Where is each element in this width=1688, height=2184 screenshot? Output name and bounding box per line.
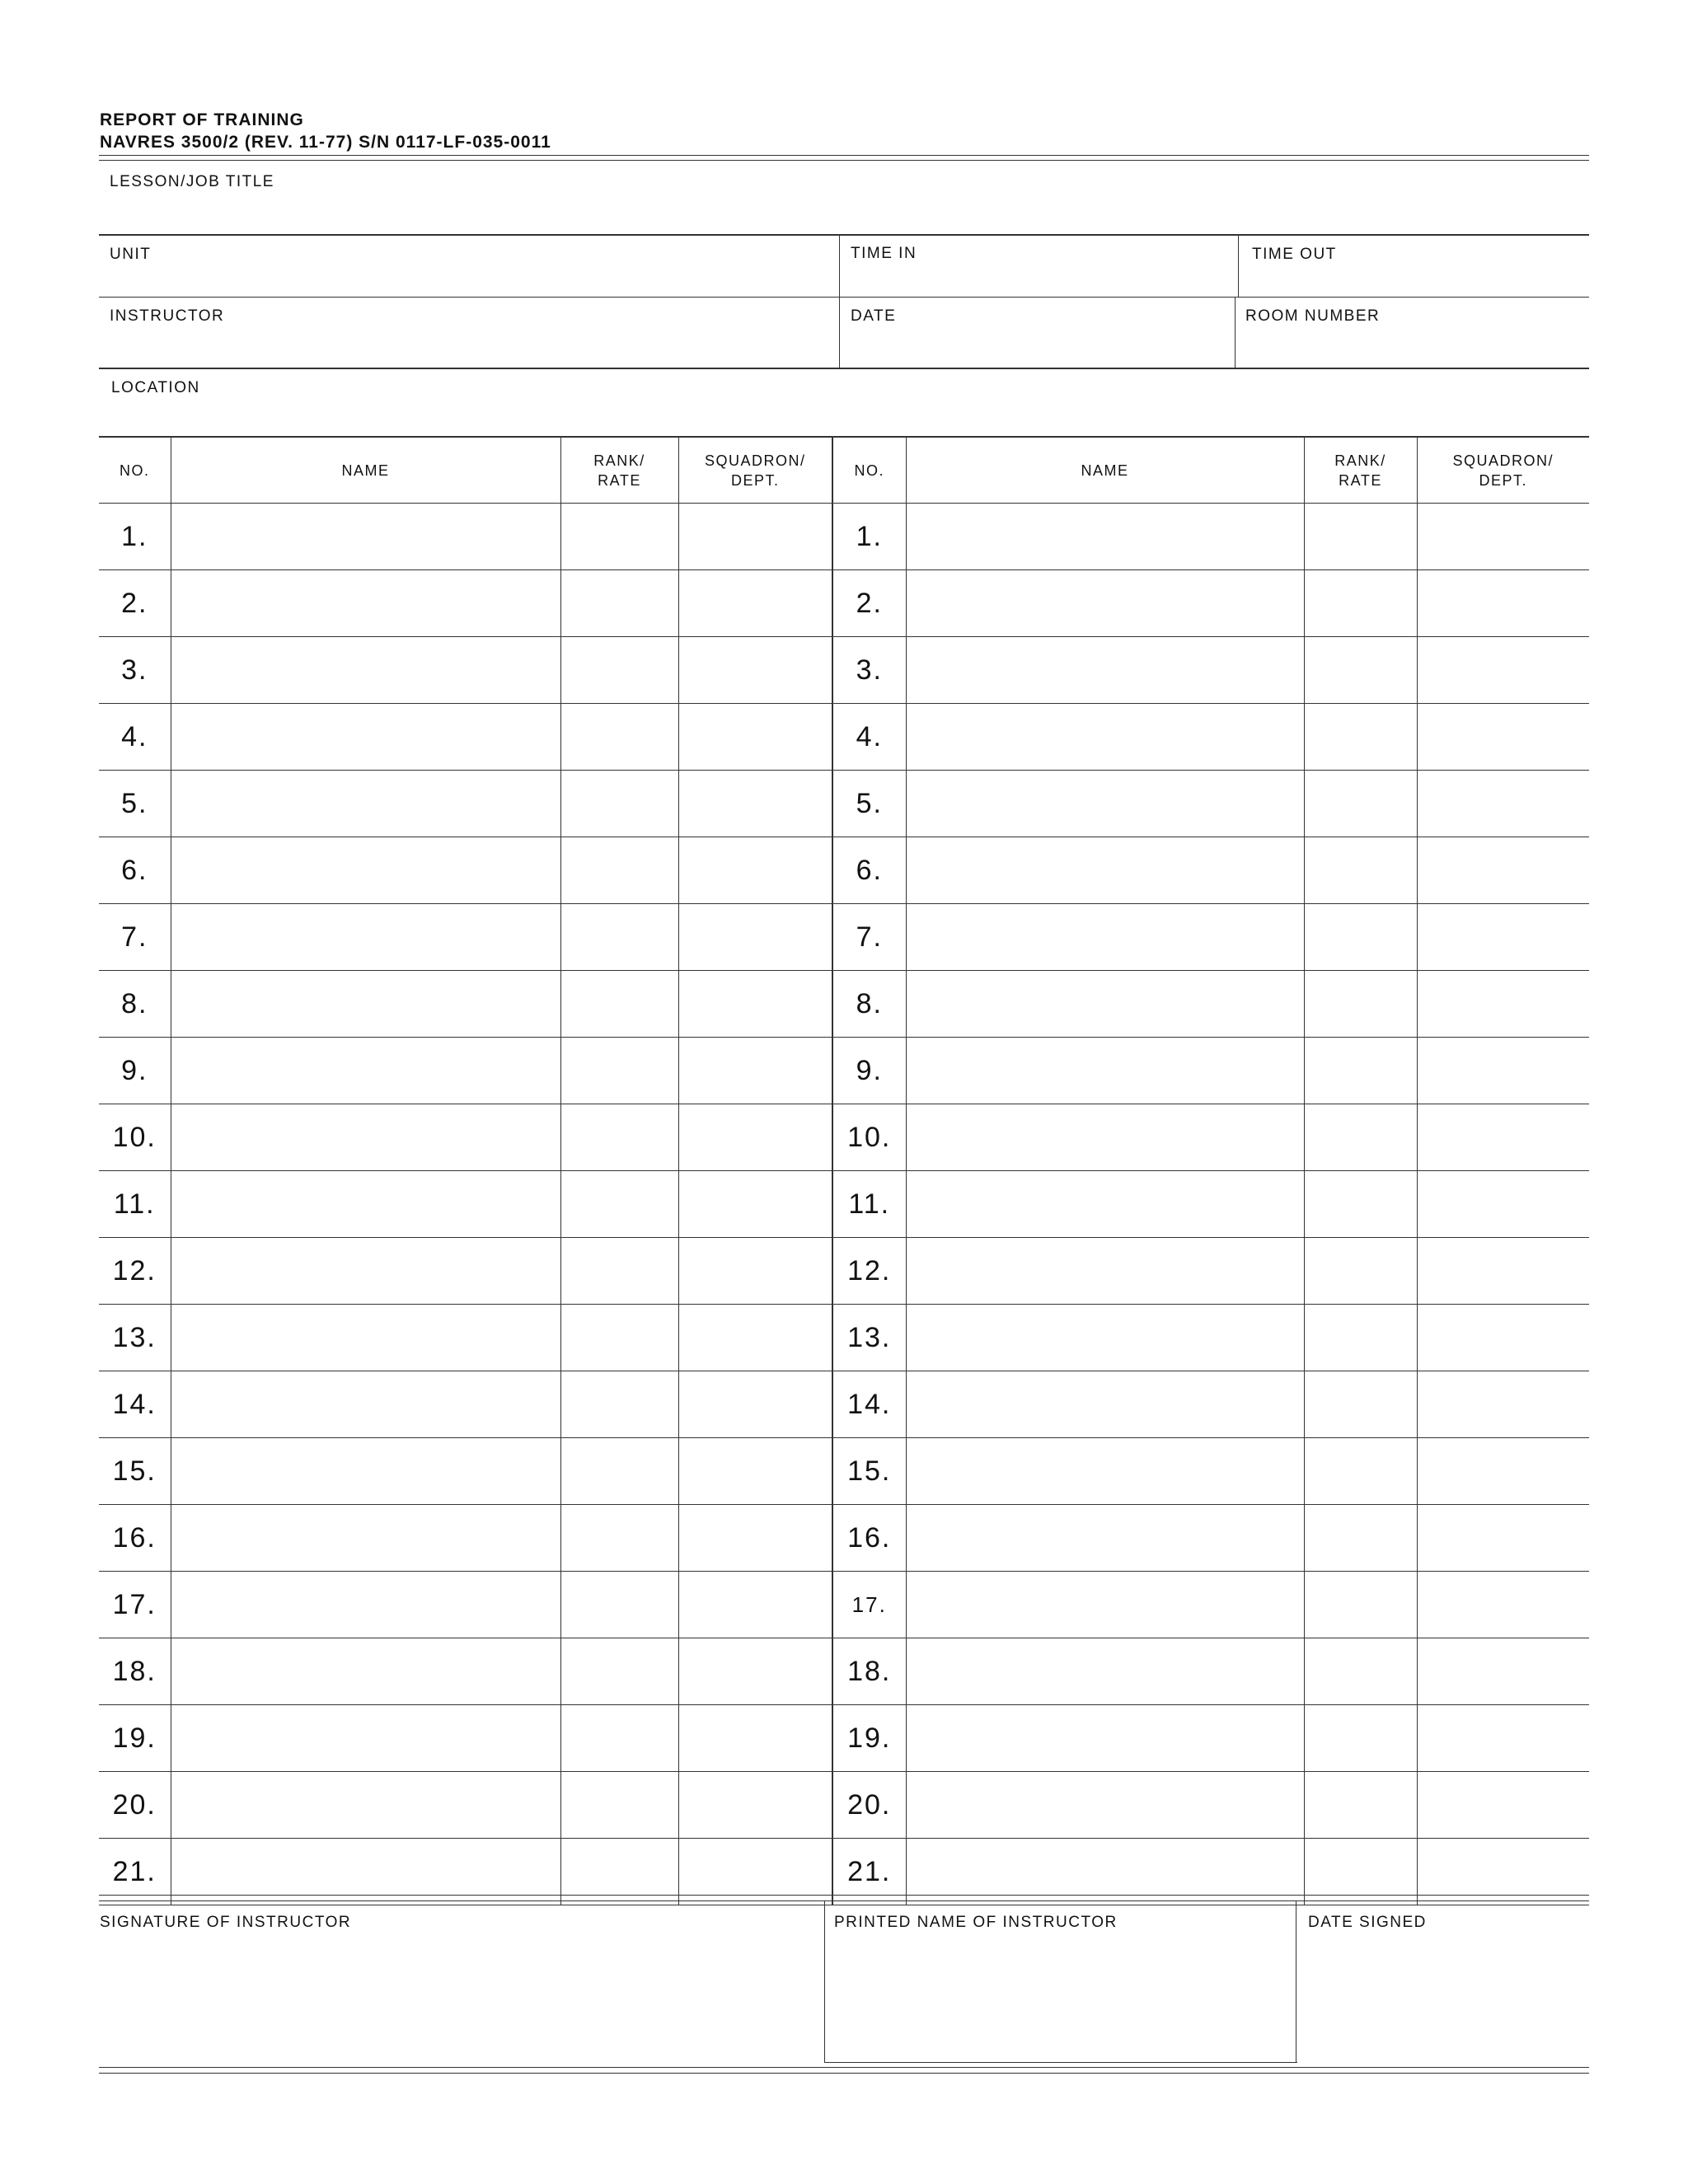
table-row xyxy=(99,1238,1589,1305)
name-cell[interactable] xyxy=(906,1705,1304,1772)
rank-rate-cell[interactable] xyxy=(560,971,678,1038)
date-field[interactable] xyxy=(841,298,1235,368)
signature-field[interactable] xyxy=(99,1902,824,2060)
rank-rate-cell[interactable] xyxy=(560,637,678,704)
header-rule-bottom xyxy=(99,160,1589,161)
name-cell[interactable] xyxy=(171,1305,560,1371)
table-row xyxy=(99,1171,1589,1238)
rank-rate-cell[interactable] xyxy=(1304,1505,1417,1572)
row-number: 8. xyxy=(832,971,906,1038)
rank-rate-cell[interactable] xyxy=(560,1371,678,1438)
squadron-dept-cell[interactable] xyxy=(678,771,832,837)
squadron-line-1: SQUADRON/ xyxy=(704,452,806,469)
name-cell[interactable] xyxy=(906,1572,1304,1638)
row-number: 4. xyxy=(832,704,906,771)
table-row xyxy=(99,837,1589,904)
printed-name-field[interactable] xyxy=(826,1902,1296,2060)
squadron-dept-cell[interactable] xyxy=(678,1572,832,1638)
rank-rate-cell[interactable] xyxy=(560,1038,678,1104)
time-in-label: TIME IN xyxy=(851,245,917,262)
squadron-dept-cell[interactable] xyxy=(1417,1772,1589,1839)
name-cell[interactable] xyxy=(171,1572,560,1638)
roster-header-row xyxy=(99,437,1589,504)
col-header-no: NO. xyxy=(832,437,906,504)
name-cell[interactable] xyxy=(906,1238,1304,1305)
name-cell[interactable] xyxy=(906,1772,1304,1839)
row-number: 2. xyxy=(832,570,906,637)
name-cell[interactable] xyxy=(171,1772,560,1839)
name-cell[interactable] xyxy=(171,504,560,570)
rank-rate-cell[interactable] xyxy=(1304,1371,1417,1438)
name-cell[interactable] xyxy=(171,1171,560,1238)
rank-rate-cell[interactable] xyxy=(1304,1171,1417,1238)
row-number: 20. xyxy=(99,1772,171,1839)
squadron-line-2: DEPT. xyxy=(730,471,780,489)
squadron-dept-cell[interactable] xyxy=(1417,504,1589,570)
room-number-field[interactable] xyxy=(1236,298,1589,368)
row-number: 2. xyxy=(99,570,171,637)
table-row xyxy=(99,1638,1589,1705)
squadron-dept-cell[interactable] xyxy=(1417,1238,1589,1305)
col-header-rank-rate xyxy=(1304,437,1417,504)
row-number: 17. xyxy=(99,1572,171,1638)
rank-rate-cell[interactable] xyxy=(1304,1104,1417,1171)
row-number: 9. xyxy=(99,1038,171,1104)
table-row xyxy=(99,904,1589,971)
table-rule-top xyxy=(99,1895,1589,1896)
squadron-dept-cell[interactable] xyxy=(678,704,832,771)
name-cell[interactable] xyxy=(171,971,560,1038)
squadron-dept-cell[interactable] xyxy=(1417,771,1589,837)
row-number: 13. xyxy=(832,1305,906,1371)
squadron-dept-cell[interactable] xyxy=(1417,971,1589,1038)
attendance-roster xyxy=(99,436,1589,1905)
squadron-dept-cell[interactable] xyxy=(678,1238,832,1305)
rank-rate-cell[interactable] xyxy=(560,771,678,837)
rank-rate-cell[interactable] xyxy=(560,1438,678,1505)
bottom-rule-bottom xyxy=(99,2073,1589,2074)
squadron-dept-cell[interactable] xyxy=(1417,1104,1589,1171)
table-row xyxy=(99,771,1589,837)
table-row xyxy=(99,570,1589,637)
row-number: 21. xyxy=(832,1839,906,1905)
name-cell[interactable] xyxy=(171,1104,560,1171)
squadron-dept-cell[interactable] xyxy=(678,1104,832,1171)
rank-rate-cell[interactable] xyxy=(1304,1572,1417,1638)
row-number: 15. xyxy=(99,1438,171,1505)
squadron-dept-cell[interactable] xyxy=(1417,1438,1589,1505)
rank-rate-cell[interactable] xyxy=(1304,771,1417,837)
table-row xyxy=(99,704,1589,771)
name-cell[interactable] xyxy=(906,1305,1304,1371)
squadron-dept-cell[interactable] xyxy=(1417,1371,1589,1438)
squadron-dept-cell[interactable] xyxy=(678,904,832,971)
squadron-dept-cell[interactable] xyxy=(678,1438,832,1505)
rank-rate-cell[interactable] xyxy=(1304,637,1417,704)
form-title: REPORT OF TRAINING xyxy=(100,110,304,129)
name-cell[interactable] xyxy=(171,1038,560,1104)
squadron-dept-cell[interactable] xyxy=(678,837,832,904)
rank-rate-cell[interactable] xyxy=(560,1238,678,1305)
date-signed-field[interactable] xyxy=(1297,1902,1589,2060)
time-out-field[interactable] xyxy=(1240,236,1589,297)
rank-rate-cell[interactable] xyxy=(1304,1305,1417,1371)
rank-rate-cell[interactable] xyxy=(1304,1772,1417,1839)
lesson-title-field[interactable] xyxy=(99,162,1589,234)
field-divider xyxy=(839,234,840,368)
rank-rate-cell[interactable] xyxy=(1304,1238,1417,1305)
row-number: 7. xyxy=(99,904,171,971)
row-number: 5. xyxy=(832,771,906,837)
table-rule-bottom xyxy=(99,1900,1589,1901)
row-number: 15. xyxy=(832,1438,906,1505)
col-header-no: NO. xyxy=(99,437,171,504)
row-number: 6. xyxy=(99,837,171,904)
row-number: 4. xyxy=(99,704,171,771)
rank-rate-cell[interactable] xyxy=(560,837,678,904)
table-row xyxy=(99,971,1589,1038)
squadron-dept-cell[interactable] xyxy=(678,1305,832,1371)
col-header-name: NAME xyxy=(171,437,560,504)
rank-rate-cell[interactable] xyxy=(1304,971,1417,1038)
name-cell[interactable] xyxy=(906,1438,1304,1505)
row-number: 10. xyxy=(832,1104,906,1171)
printed-name-label: PRINTED NAME OF INSTRUCTOR xyxy=(834,1914,1118,1931)
date-label: DATE xyxy=(851,307,897,325)
rank-rate-cell[interactable] xyxy=(1304,837,1417,904)
squadron-dept-cell[interactable] xyxy=(1417,1171,1589,1238)
table-row xyxy=(99,1371,1589,1438)
row-number: 1. xyxy=(832,504,906,570)
name-cell[interactable] xyxy=(171,570,560,637)
field-divider xyxy=(1238,234,1239,297)
row-number: 9. xyxy=(832,1038,906,1104)
location-label: LOCATION xyxy=(111,379,200,396)
name-cell[interactable] xyxy=(171,637,560,704)
divider xyxy=(99,297,1589,298)
rank-rate-cell[interactable] xyxy=(1304,570,1417,637)
table-row xyxy=(99,504,1589,570)
time-out-label: TIME OUT xyxy=(1252,246,1337,263)
unit-field[interactable] xyxy=(99,236,839,297)
squadron-dept-cell[interactable] xyxy=(1417,570,1589,637)
name-cell[interactable] xyxy=(171,1505,560,1572)
row-number: 16. xyxy=(832,1505,906,1572)
row-number: 14. xyxy=(99,1371,171,1438)
squadron-dept-cell[interactable] xyxy=(678,1705,832,1772)
row-number: 13. xyxy=(99,1305,171,1371)
table-row xyxy=(99,1038,1589,1104)
squadron-dept-cell[interactable] xyxy=(678,1171,832,1238)
name-cell[interactable] xyxy=(171,1705,560,1772)
row-number: 12. xyxy=(832,1238,906,1305)
squadron-line-1: SQUADRON/ xyxy=(1452,452,1554,469)
squadron-dept-cell[interactable] xyxy=(678,1505,832,1572)
name-cell[interactable] xyxy=(906,837,1304,904)
header-rule-top xyxy=(99,155,1589,156)
table-row xyxy=(99,1305,1589,1371)
rank-rate-cell[interactable] xyxy=(1304,904,1417,971)
squadron-dept-cell[interactable] xyxy=(678,1371,832,1438)
name-cell[interactable] xyxy=(171,704,560,771)
name-cell[interactable] xyxy=(906,704,1304,771)
rank-rate-cell[interactable] xyxy=(560,1772,678,1839)
room-number-label: ROOM NUMBER xyxy=(1245,307,1381,325)
name-cell[interactable] xyxy=(906,504,1304,570)
name-cell[interactable] xyxy=(906,1038,1304,1104)
location-field[interactable] xyxy=(99,369,1589,435)
table-row xyxy=(99,1438,1589,1505)
row-number: 1. xyxy=(99,504,171,570)
squadron-line-2: DEPT. xyxy=(1479,471,1527,489)
squadron-dept-cell[interactable] xyxy=(1417,1638,1589,1705)
squadron-dept-cell[interactable] xyxy=(1417,1572,1589,1638)
name-cell[interactable] xyxy=(906,971,1304,1038)
col-header-squadron-dept xyxy=(1417,437,1589,504)
row-number: 17. xyxy=(832,1572,906,1638)
rank-rate-cell[interactable] xyxy=(560,1572,678,1638)
name-cell[interactable] xyxy=(171,1238,560,1305)
name-cell[interactable] xyxy=(906,1104,1304,1171)
squadron-dept-cell[interactable] xyxy=(1417,1505,1589,1572)
rank-rate-cell[interactable] xyxy=(560,570,678,637)
rank-line-2: RATE xyxy=(1339,471,1382,489)
row-number: 21. xyxy=(99,1839,171,1905)
row-number: 19. xyxy=(832,1705,906,1772)
squadron-dept-cell[interactable] xyxy=(678,637,832,704)
col-header-squadron-dept xyxy=(678,437,832,504)
row-number: 3. xyxy=(99,637,171,704)
squadron-dept-cell[interactable] xyxy=(678,504,832,570)
name-cell[interactable] xyxy=(906,1171,1304,1238)
name-cell[interactable] xyxy=(906,1371,1304,1438)
form-number: NAVRES 3500/2 (REV. 11-77) S/N 0117-LF-035-0011 xyxy=(100,133,551,152)
name-cell[interactable] xyxy=(906,570,1304,637)
instructor-label: INSTRUCTOR xyxy=(110,307,225,325)
name-cell[interactable] xyxy=(906,904,1304,971)
name-cell[interactable] xyxy=(171,771,560,837)
row-number: 16. xyxy=(99,1505,171,1572)
rank-rate-cell[interactable] xyxy=(560,704,678,771)
rank-line-1: RANK/ xyxy=(1334,452,1386,469)
squadron-dept-cell[interactable] xyxy=(1417,1305,1589,1371)
name-cell[interactable] xyxy=(906,1638,1304,1705)
table-row xyxy=(99,637,1589,704)
time-in-field[interactable] xyxy=(841,236,1238,297)
lesson-title-label: LESSON/JOB TITLE xyxy=(110,173,274,190)
squadron-dept-cell[interactable] xyxy=(678,570,832,637)
row-number: 5. xyxy=(99,771,171,837)
row-number: 7. xyxy=(832,904,906,971)
name-cell[interactable] xyxy=(171,1638,560,1705)
row-number: 18. xyxy=(832,1638,906,1705)
rank-rate-cell[interactable] xyxy=(1304,1638,1417,1705)
footer-divider xyxy=(824,1900,825,2062)
name-cell[interactable] xyxy=(171,1438,560,1505)
rank-rate-cell[interactable] xyxy=(560,1638,678,1705)
row-number: 8. xyxy=(99,971,171,1038)
row-number: 19. xyxy=(99,1705,171,1772)
squadron-dept-cell[interactable] xyxy=(678,971,832,1038)
table-row xyxy=(99,1505,1589,1572)
name-cell[interactable] xyxy=(171,1371,560,1438)
field-divider xyxy=(1235,297,1236,368)
date-signed-label: DATE SIGNED xyxy=(1308,1914,1427,1931)
row-number: 11. xyxy=(832,1171,906,1238)
bottom-rule-top xyxy=(99,2067,1589,2068)
row-number: 3. xyxy=(832,637,906,704)
rank-rate-cell[interactable] xyxy=(1304,704,1417,771)
squadron-dept-cell[interactable] xyxy=(678,1638,832,1705)
row-number: 14. xyxy=(832,1371,906,1438)
squadron-dept-cell[interactable] xyxy=(678,1772,832,1839)
signature-label: SIGNATURE OF INSTRUCTOR xyxy=(100,1914,352,1931)
row-number: 20. xyxy=(832,1772,906,1839)
rank-rate-cell[interactable] xyxy=(1304,1038,1417,1104)
unit-label: UNIT xyxy=(110,246,152,263)
col-header-rank-rate xyxy=(560,437,678,504)
footer-box-bottom xyxy=(824,2062,1297,2063)
squadron-dept-cell[interactable] xyxy=(1417,837,1589,904)
squadron-dept-cell[interactable] xyxy=(678,1038,832,1104)
table-row xyxy=(99,1772,1589,1839)
name-cell[interactable] xyxy=(906,637,1304,704)
table-row xyxy=(99,1705,1589,1772)
rank-rate-cell[interactable] xyxy=(560,1104,678,1171)
rank-rate-cell[interactable] xyxy=(560,1505,678,1572)
name-cell[interactable] xyxy=(906,771,1304,837)
row-number: 12. xyxy=(99,1238,171,1305)
table-row xyxy=(99,1104,1589,1171)
row-number: 6. xyxy=(832,837,906,904)
rank-rate-cell[interactable] xyxy=(560,904,678,971)
rank-line-1: RANK/ xyxy=(593,452,645,469)
table-row xyxy=(99,1572,1589,1638)
squadron-dept-cell[interactable] xyxy=(1417,637,1589,704)
instructor-field[interactable] xyxy=(99,298,839,368)
name-cell[interactable] xyxy=(171,837,560,904)
rank-rate-cell[interactable] xyxy=(560,1171,678,1238)
name-cell[interactable] xyxy=(171,904,560,971)
rank-line-2: RATE xyxy=(598,471,641,489)
squadron-dept-cell[interactable] xyxy=(1417,904,1589,971)
row-number: 18. xyxy=(99,1638,171,1705)
name-cell[interactable] xyxy=(906,1505,1304,1572)
rank-rate-cell[interactable] xyxy=(1304,1438,1417,1505)
rank-rate-cell[interactable] xyxy=(560,504,678,570)
squadron-dept-cell[interactable] xyxy=(1417,1705,1589,1772)
rank-rate-cell[interactable] xyxy=(560,1305,678,1371)
squadron-dept-cell[interactable] xyxy=(1417,704,1589,771)
rank-rate-cell[interactable] xyxy=(1304,1705,1417,1772)
rank-rate-cell[interactable] xyxy=(560,1705,678,1772)
squadron-dept-cell[interactable] xyxy=(1417,1038,1589,1104)
rank-rate-cell[interactable] xyxy=(1304,504,1417,570)
row-number: 10. xyxy=(99,1104,171,1171)
col-header-name: NAME xyxy=(906,437,1304,504)
row-number: 11. xyxy=(99,1171,171,1238)
